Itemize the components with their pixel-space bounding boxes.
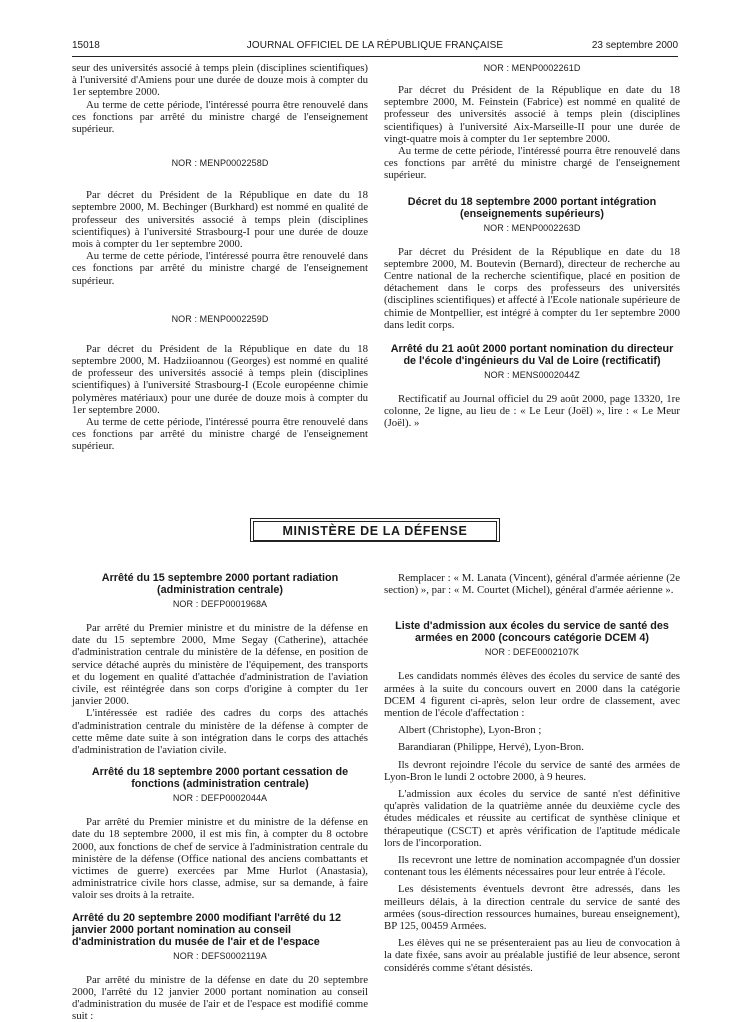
paragraph: Par décret du Président de la République en date du 18 septembre 2000, M. Feinstein (Fabrice) est nommé en qualité de professeur des universités associé à temps plein (disciplines scientifiques) à l'université Aix-Marseille-II pour une durée de vingt-quatre mois à compter du 1er septembre 2000. bbox=[384, 84, 680, 145]
decree-title: Arrêté du 18 septembre 2000 portant cessation de fonctions (administration centrale) bbox=[91, 766, 349, 791]
ministry-title: MINISTÈRE DE LA DÉFENSE bbox=[253, 521, 497, 541]
nor-reference: NOR : DEFS0002119A bbox=[173, 950, 267, 961]
nor-reference: NOR : DEFE0002107K bbox=[484, 647, 580, 658]
decree-title: Arrêté du 21 août 2000 portant nomination du directeur de l'école d'ingénieurs du Val de Loire (rectificatif) bbox=[390, 343, 674, 368]
nor-reference: NOR : MENP0002261D bbox=[483, 63, 581, 73]
paragraph: L'intéressée est radiée des cadres du corps des attachés d'administration centrale du ministère de la défense à compter de cette même date suite à son intégration dans le corps des attachés d'administration de l'aviation civile. bbox=[72, 707, 368, 757]
decree-title: Arrêté du 15 septembre 2000 portant radiation (administration centrale) bbox=[101, 572, 339, 596]
paragraph: Par décret du Président de la République en date du 18 septembre 2000, M. Hadziioannou (Georges) est nommé en qualité de professeur des universités associé à temps plein (disciplines scientifiques) à l'université Strasbourg-I (Ecole européenne chimie polymères matériaux) pour une durée de douze mois à compter du 1er septembre 2000. bbox=[72, 342, 368, 416]
paragraph: L'admission aux écoles du service de santé n'est définitive qu'après validation de la quatrième année du deuxième cycle des études médicales et réussite au certificat de synthèse clinique et thérapeutique (CSCT) et après vérification de l'aptitude médicale lors de l'incorporation. bbox=[384, 788, 680, 849]
top-left-column bbox=[72, 62, 368, 453]
journal-title: JOURNAL OFFICIEL DE LA RÉPUBLIQUE FRANÇAISE bbox=[246, 40, 504, 51]
paragraph: Par arrêté du ministre de la défense en date du 20 septembre 2000, l'arrêté du 12 janvier 2000 portant nomination au conseil d'administration du musée de l'air et de l'espace est modifié comme suit : bbox=[72, 973, 368, 1022]
paragraph: Rectificatif au Journal officiel du 29 août 2000, page 13320, 1re colonne, 2e ligne, au lieu de : « Le Leur (Joël) », lire : « Le Meur (Joël). » bbox=[384, 393, 680, 430]
paragraph: Les élèves qui ne se présenteraient pas au lieu de convocation à la date fixée, sans avoir au préalable justifié de leur absence, seront considérés comme s'étant désistés. bbox=[384, 937, 680, 974]
paragraph: Les désistements éventuels devront être adressés, dans les meilleurs délais, à la direction centrale du service de santé des armées (sous-direction ressources humaines, bureau enseignement), BP 125, 00459 Armées. bbox=[384, 883, 680, 933]
nor-reference: NOR : DEFP0002044A bbox=[172, 793, 268, 804]
list-item: Barandiaran (Philippe, Hervé), Lyon-Bron. bbox=[398, 741, 584, 754]
paragraph: Par arrêté du Premier ministre et du ministre de la défense en date du 18 septembre 2000, il est mis fin, à compter du 8 octobre 2000, aux fonctions de chef de service à l'administration centrale du ministère de la défense (Office national des anciens combattants et victimes de guerre) exercées par Mme Hurlot (Anastasia), administratrice civile hors classe, admise, sur sa demande, à faire valoir ses droits à la retraite. bbox=[72, 816, 368, 902]
nor-reference: NOR : MENP0002263D bbox=[483, 222, 581, 233]
paragraph: Au terme de cette période, l'intéressé pourra être renouvelé dans ces fonctions par arrêté du ministre chargé de l'enseignement supérieur. bbox=[72, 250, 368, 287]
bottom-right-column bbox=[384, 572, 680, 974]
nor-reference: NOR : MENP0002258D bbox=[171, 158, 269, 169]
paragraph: Ils devront rejoindre l'école du service de santé des armées de Lyon-Bron le lundi 2 octobre 2000, à 9 heures. bbox=[384, 758, 680, 783]
list-item: Albert (Christophe), Lyon-Bron ; bbox=[398, 724, 542, 737]
decree-title: Liste d'admission aux écoles du service de santé des armées en 2000 (concours catégorie DCEM 4) bbox=[395, 620, 669, 645]
nor-reference: NOR : DEFP0001968A bbox=[172, 599, 268, 609]
paragraph: Par arrêté du Premier ministre et du ministre de la défense en date du 15 septembre 2000, Mme Segay (Catherine), attachée d'administration centrale du ministère de la défense, en position de service détaché auprès du ministère de l'équipement, des transports et du logement en qualité d'attachée d'administration de l'aviation civile, est réintégrée dans son corps d'origine à compter du 1er janvier 2000. bbox=[72, 622, 368, 708]
page-number: 15018 bbox=[72, 40, 100, 51]
paragraph: Remplacer : « M. Lanata (Vincent), général d'armée aérienne (2e section) », par : « M. Courtet (Michel), général d'armée aérienne ». bbox=[384, 572, 680, 597]
header-rule bbox=[72, 56, 678, 57]
paragraph: Par décret du Président de la République en date du 18 septembre 2000, M. Boutevin (Bernard), directeur de recherche au Centre national de la recherche scientifique, placé en position de détachement dans le corps des professeurs des universités (disciplines scientifiques) et affecté à l'Ecole nationale supérieure de chimie de Montpellier, est intégré à compter du 1er septembre 2000 dans ledit corps. bbox=[384, 245, 680, 331]
paragraph: Au terme de cette période, l'intéressé pourra être renouvelé dans ces fonctions par arrêté du ministre chargé de l'enseignement supérieur. bbox=[72, 416, 368, 453]
ministry-heading-box bbox=[250, 518, 500, 542]
nor-reference: NOR : MENS0002044Z bbox=[484, 370, 580, 381]
paragraph: Par décret du Président de la République en date du 18 septembre 2000, M. Bechinger (Burkhard) est nommé en qualité de professeur des universités associé à temps plein (disciplines scientifiques) à l'université Strasbourg-I pour une durée de douze mois à compter du 1er septembre 2000. bbox=[72, 189, 368, 251]
bottom-left-column bbox=[72, 572, 368, 1022]
paragraph: seur des universités associé à temps plein (disciplines scientifiques) à l'université d'Amiens pour une durée de douze mois à compter du 1er septembre 2000. bbox=[72, 62, 368, 99]
paragraph: Les candidats nommés élèves des écoles du service de santé des armées à la suite du concours ouvert en 2000 dans la catégorie DCEM 4 figurent ci-après, selon leur ordre de classement, avec mention de l'école d'affectation : bbox=[384, 670, 680, 720]
issue-date: 23 septembre 2000 bbox=[591, 40, 678, 51]
nor-reference: NOR : MENP0002259D bbox=[171, 313, 269, 324]
paragraph: Au terme de cette période, l'intéressé pourra être renouvelé dans ces fonctions par arrêté du ministre chargé de l'enseignement supérieur. bbox=[72, 98, 368, 136]
paragraph: Ils recevront une lettre de nomination accompagnée d'un dossier contenant tous les éléments nécessaires pour leur entrée à l'école. bbox=[384, 854, 680, 879]
paragraph: Au terme de cette période, l'intéressé pourra être renouvelé dans ces fonctions par arrêté du ministre chargé de l'enseignement supérieur. bbox=[384, 145, 680, 182]
decree-title: Décret du 18 septembre 2000 portant intégration (enseignements supérieurs) bbox=[407, 195, 657, 220]
top-right-column bbox=[384, 62, 680, 430]
decree-title: Arrêté du 20 septembre 2000 modifiant l'arrêté du 12 janvier 2000 portant nomination au conseil d'administration du musée de l'air et de l'espace bbox=[72, 911, 341, 948]
